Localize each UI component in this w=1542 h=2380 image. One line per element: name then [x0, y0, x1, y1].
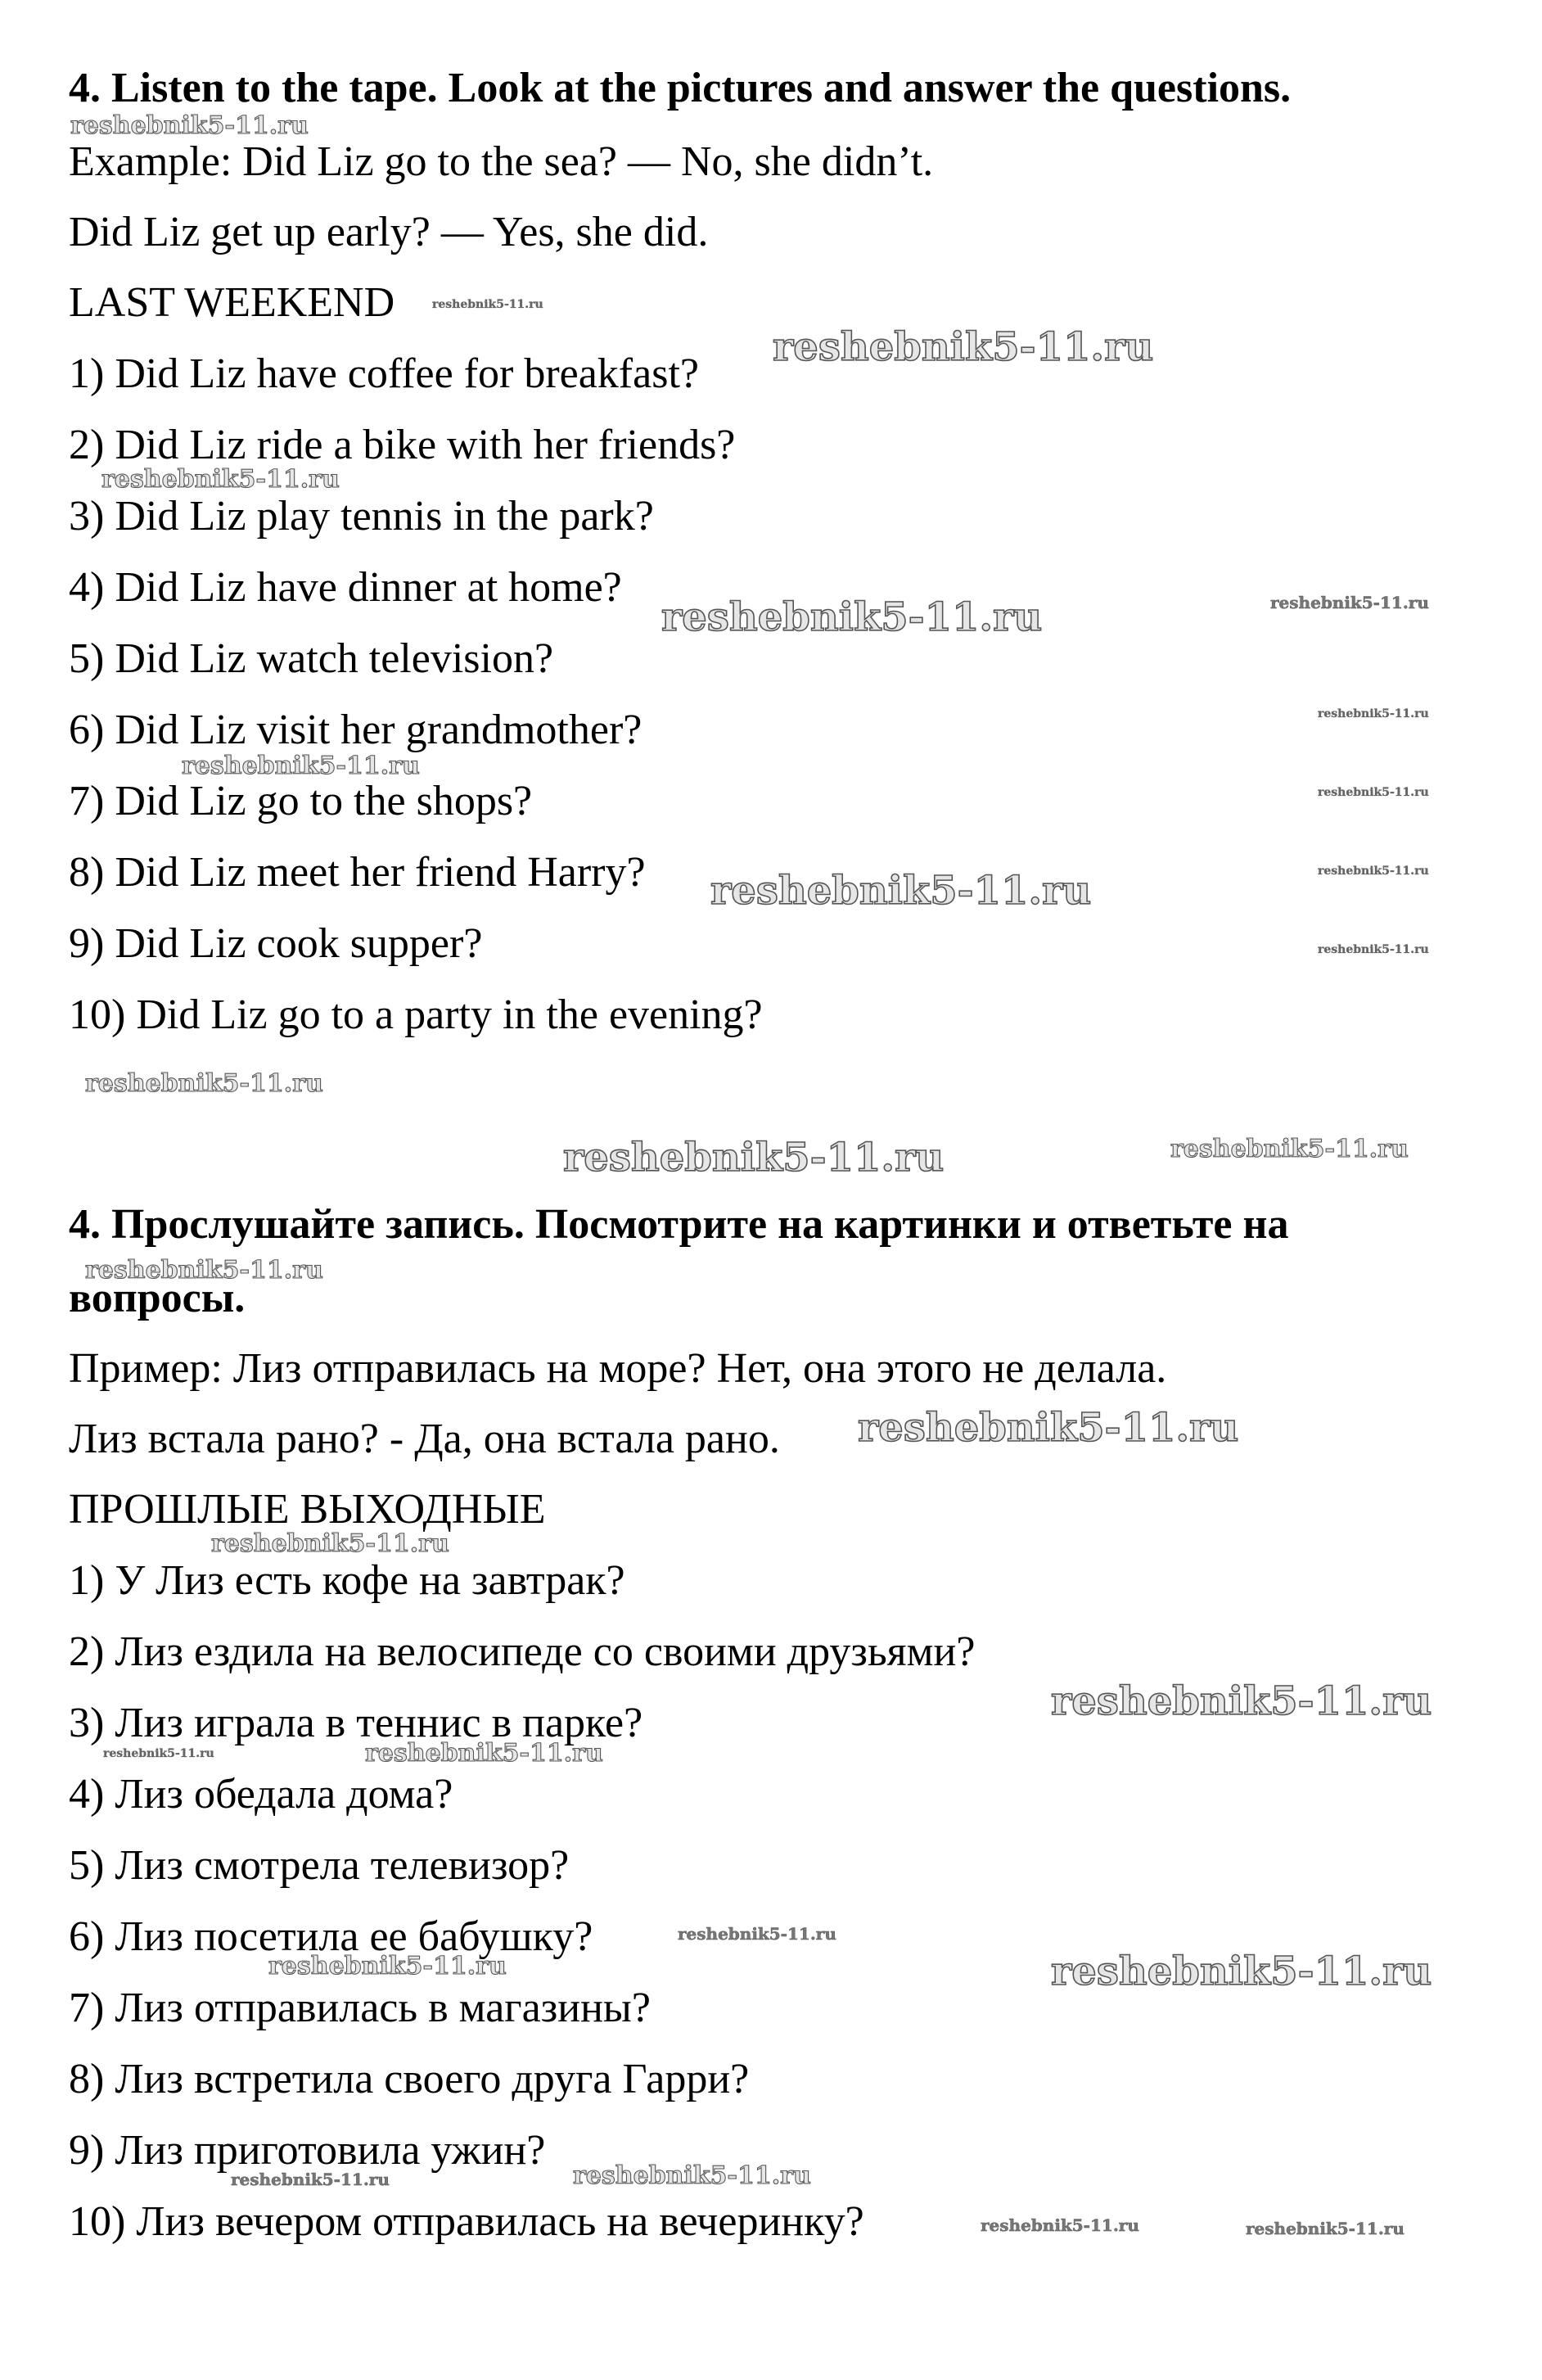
- russian-section-title: ПРОШЛЫЕ ВЫХОДНЫЕ: [69, 1486, 546, 1533]
- russian-question-2: 2) Лиз ездила на велосипеде со своими друзьями?: [69, 1628, 976, 1675]
- russian-heading-line-2: вопросы.: [69, 1275, 246, 1321]
- watermark: reshebnik5-11.ru: [678, 1924, 836, 1944]
- english-question-8: 8) Did Liz meet her friend Harry?: [69, 849, 646, 896]
- russian-heading-line-1: 4. Прослушайте запись. Посмотрите на картинки и ответьте на: [69, 1201, 1289, 1248]
- russian-question-7: 7) Лиз отправилась в магазины?: [69, 1985, 651, 2031]
- english-section-title: LAST WEEKEND: [69, 279, 395, 326]
- russian-question-10: 10) Лиз вечером отправилась на вечеринку?: [69, 2198, 864, 2245]
- russian-question-4: 4) Лиз обедала дома?: [69, 1771, 453, 1818]
- watermark: reshebnik5-11.ru: [268, 1952, 507, 1980]
- english-example-1: Example: Did Liz go to the sea? — No, she didn’t.: [69, 138, 934, 185]
- english-example-2: Did Liz get up early? — Yes, she did.: [69, 209, 709, 255]
- english-question-1: 1) Did Liz have coffee for breakfast?: [69, 350, 699, 397]
- watermark: reshebnik5-11.ru: [1270, 593, 1429, 612]
- watermark: reshebnik5-11.ru: [85, 1069, 323, 1098]
- watermark: reshebnik5-11.ru: [1318, 786, 1429, 799]
- english-question-6: 6) Did Liz visit her grandmother?: [69, 707, 642, 753]
- watermark: reshebnik5-11.ru: [231, 2170, 390, 2189]
- russian-question-6: 6) Лиз посетила ее бабушку?: [69, 1913, 593, 1960]
- watermark: reshebnik5-11.ru: [365, 1739, 603, 1768]
- russian-question-1: 1) У Лиз есть кофе на завтрак?: [69, 1557, 625, 1604]
- watermark: reshebnik5-11.ru: [211, 1529, 449, 1558]
- russian-question-8: 8) Лиз встретила своего друга Гарри?: [69, 2056, 750, 2102]
- watermark: reshebnik5-11.ru: [710, 868, 1092, 914]
- watermark: reshebnik5-11.ru: [85, 1256, 323, 1285]
- english-question-10: 10) Did Liz go to a party in the evening?: [69, 991, 763, 1038]
- watermark: reshebnik5-11.ru: [1246, 2219, 1404, 2238]
- watermark: reshebnik5-11.ru: [563, 1135, 945, 1181]
- russian-question-9: 9) Лиз приготовила ужин?: [69, 2127, 546, 2174]
- watermark: reshebnik5-11.ru: [981, 2215, 1139, 2235]
- english-question-5: 5) Did Liz watch television?: [69, 635, 554, 682]
- watermark: reshebnik5-11.ru: [1318, 943, 1429, 956]
- watermark: reshebnik5-11.ru: [773, 324, 1154, 370]
- watermark: reshebnik5-11.ru: [101, 465, 340, 494]
- russian-question-3: 3) Лиз играла в теннис в парке?: [69, 1700, 643, 1746]
- watermark: reshebnik5-11.ru: [1051, 1949, 1432, 1994]
- russian-example-2: Лиз встала рано? - Да, она встала рано.: [69, 1416, 780, 1462]
- watermark: reshebnik5-11.ru: [1318, 865, 1429, 878]
- watermark: reshebnik5-11.ru: [182, 752, 420, 780]
- english-question-2: 2) Did Liz ride a bike with her friends?: [69, 422, 736, 468]
- english-heading: 4. Listen to the tape. Look at the pictures and answer the questions.: [69, 65, 1292, 111]
- watermark: reshebnik5-11.ru: [103, 1747, 214, 1760]
- watermark: reshebnik5-11.ru: [1170, 1135, 1409, 1163]
- watermark: reshebnik5-11.ru: [858, 1405, 1239, 1451]
- english-question-7: 7) Did Liz go to the shops?: [69, 778, 533, 824]
- watermark: reshebnik5-11.ru: [1051, 1678, 1432, 1724]
- watermark: reshebnik5-11.ru: [573, 2161, 811, 2190]
- russian-example-1: Пример: Лиз отправилась на море? Нет, она этого не делала.: [69, 1345, 1167, 1392]
- english-question-3: 3) Did Liz play tennis in the park?: [69, 493, 654, 540]
- russian-question-5: 5) Лиз смотрела телевизор?: [69, 1842, 570, 1889]
- watermark: reshebnik5-11.ru: [661, 594, 1043, 640]
- watermark: reshebnik5-11.ru: [432, 298, 543, 311]
- watermark: reshebnik5-11.ru: [1318, 707, 1429, 720]
- english-question-9: 9) Did Liz cook supper?: [69, 920, 483, 967]
- english-question-4: 4) Did Liz have dinner at home?: [69, 564, 622, 611]
- watermark: reshebnik5-11.ru: [70, 111, 309, 140]
